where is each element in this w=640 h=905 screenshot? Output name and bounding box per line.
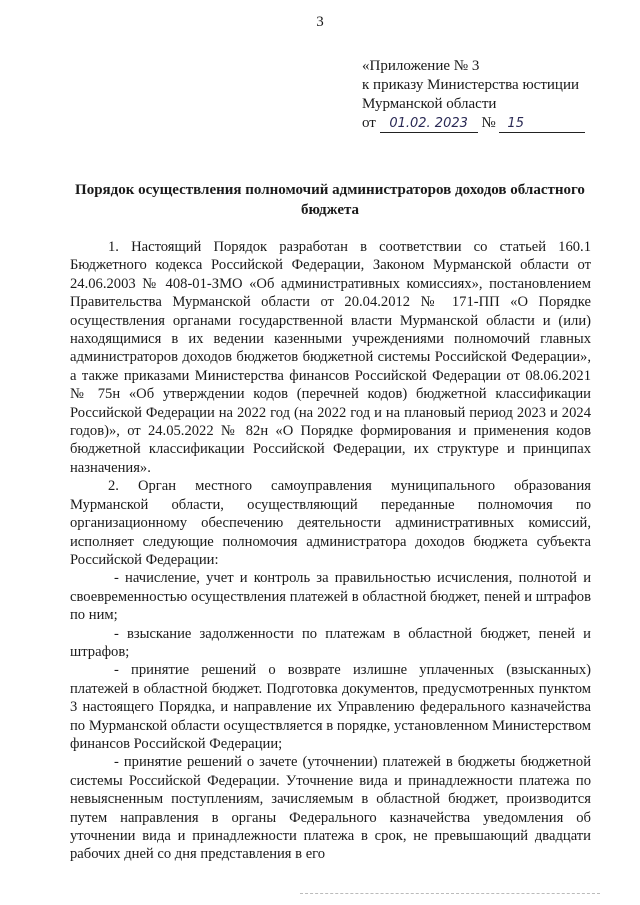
appendix-title: «Приложение № 3 — [362, 58, 480, 74]
date-prefix: от — [362, 115, 376, 131]
appendix-header — [362, 57, 622, 133]
document-title: Порядок осуществления полномочий администраторов доходов областного бюджета — [75, 182, 585, 218]
list-item-debt-recovery: - взыскание задолженности по платежам в областной бюджет, пеней и штрафов; — [70, 625, 591, 660]
list-item-offset: - принятие решений о зачете (уточнении) платежей в бюджеты бюджетной системы Российской Федерации. Уточнение вида и принадлежности платежа по невыясненным поступлениям, зачисляемым в областной бюджет, производится путем направления в органы Федерального казначейства уведомления об уточнении вида и принадлежности платежа в срок, не превышающий двадцати рабочих дней со дня представления в его — [70, 754, 591, 863]
paragraph-2: 2. Орган местного самоуправления муниципального образования Мурманской области, осуществляющий переданные полномочия по организационному обеспечению деятельности административных комиссий, исполняет следующие полномочия администратора доходов бюджета субъекта Российской Федерации: — [70, 478, 591, 568]
number-sign: № — [481, 115, 496, 131]
appendix-date-line — [362, 114, 622, 133]
paragraph-1: 1. Настоящий Порядок разработан в соответствии со статьей 160.1 Бюджетного кодекса Российской Федерации, Законом Мурманской области от 24.06.2003 № 408-01-ЗМО «Об административных комиссиях», постановлением Правительства Мурманской области от 20.04.2012 № 171-ПП «О Порядке осуществления органами государственной власти Мурманской области и (или) находящимися в их ведении казенными учреждениями полномочий главных администраторов доходов бюджетов бюджетной системы Российской Федерации», а также приказами Министерства финансов Российской Федерации от 08.06.2021 № 75н «Об утверждении кодов (перечней кодов) бюджетной классификации Российской Федерации на 2022 год (на 2022 год и на плановый период 2023 и 2024 годов)», от 24.05.2022 № 82н «О Порядке формирования и применения кодов бюджетной классификации Российской Федерации, их структуре и принципах назначения». — [70, 239, 591, 476]
appendix-order-ref: к приказу Министерства юстиции — [362, 77, 579, 93]
footer-divider — [300, 893, 600, 894]
document-body — [70, 238, 591, 864]
appendix-region: Мурманской области — [362, 96, 497, 112]
list-item-accrual: - начисление, учет и контроль за правильностью исчисления, полнотой и своевременностью осуществления платежей в областной бюджет, пеней и штрафов по ним; — [70, 570, 591, 624]
handwritten-date: 01.02. 2023 — [380, 116, 478, 133]
list-item-refund: - принятие решений о возврате излишне уплаченных (взысканных) платежей в областной бюджет. Подготовка документов, предусмотренных пунктом 3 настоящего Порядка, и направление их Управлению федерального казначейства по Мурманской области осуществляется в порядке, установленном Министерством финансов Российской Федерации; — [70, 662, 591, 752]
handwritten-number: 15 — [499, 116, 585, 133]
page-number: 3 — [316, 14, 324, 30]
